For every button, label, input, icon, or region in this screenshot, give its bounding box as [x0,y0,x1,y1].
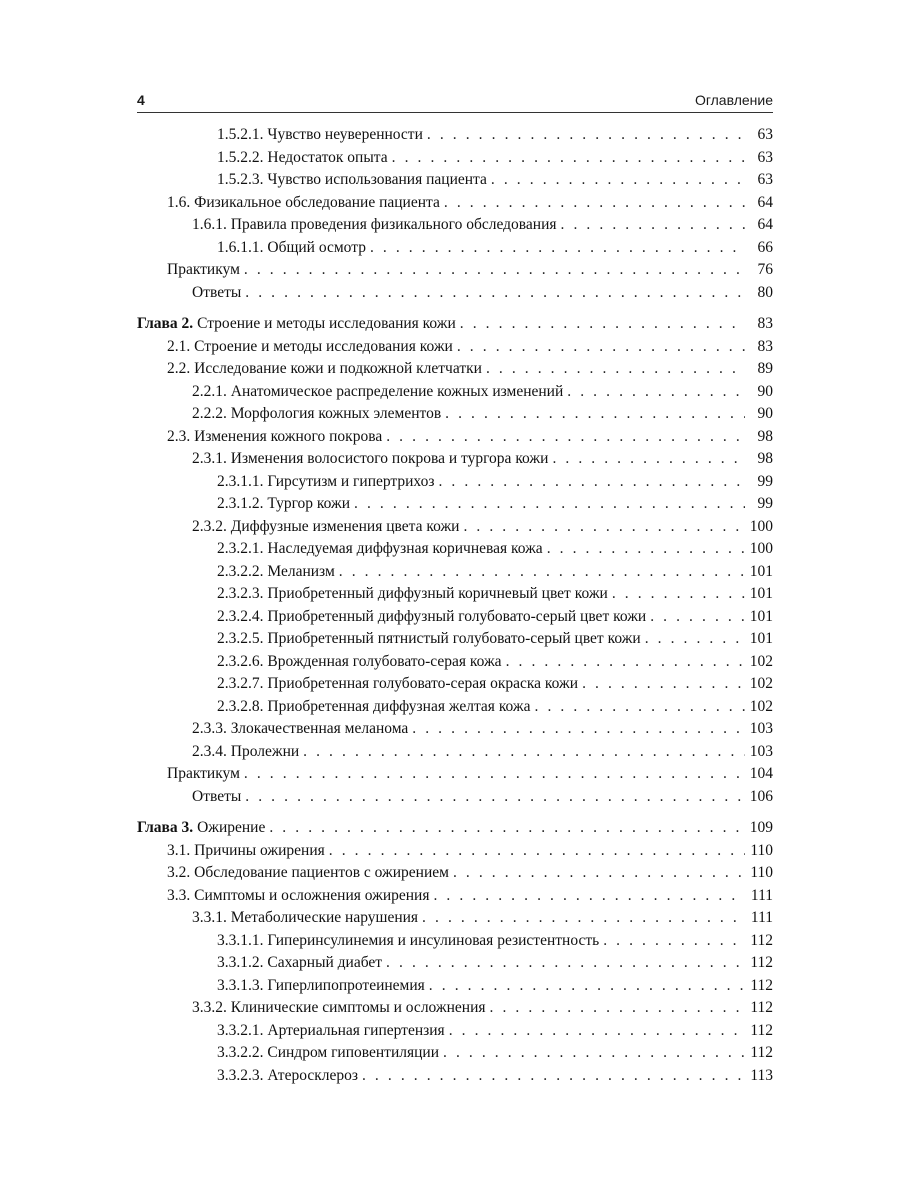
toc-entry-text: Чувство использования пациента [267,171,487,188]
toc-entry-text: Морфология кожных элементов [230,405,442,422]
toc-page-number: 100 [749,540,773,557]
toc-entry[interactable] [137,997,773,1020]
toc-entry-text: Изменения волосистого покрова и тургора кожи [230,450,549,467]
toc-entry-number: 2.3.2.4. [217,607,264,625]
toc-entry-number: 1.5.2.1. [217,126,264,143]
dot-leader [386,426,745,449]
toc-entry-text: Изменения кожного покрова [194,427,383,445]
toc-entry-text: Гиперинсулинемия и инсулиновая резистентность [267,931,600,949]
toc-entry[interactable] [137,403,773,426]
toc-page-number: 100 [749,517,773,535]
page-number: 4 [137,92,145,108]
toc-entry-text: Приобретенный пятнистый голубовато-серый цвет кожи [267,630,641,647]
toc-entry[interactable] [137,952,773,975]
toc-entry[interactable] [137,336,773,359]
toc-entry[interactable] [137,786,773,809]
toc-entry-number: 2.3.1.1. [217,472,264,490]
toc-entry[interactable] [137,237,773,260]
toc-entry-text: Врожденная голубовато-серая кожа [267,652,502,670]
toc-entry[interactable] [137,1065,773,1088]
toc-entry-title [217,538,543,561]
toc-entry-number: 1.6.1. [192,216,227,233]
toc-entry[interactable] [137,214,773,237]
toc-page-number: 99 [757,472,773,490]
dot-leader [245,786,745,809]
toc-page-number: 110 [750,841,773,859]
toc-entry-number: 2.3.4. [192,742,227,760]
dot-leader [244,763,745,786]
toc-entry-title [167,259,240,282]
toc-entry-text: Гирсутизм и гипертрихоз [267,472,435,490]
toc-entry-text: Приобретенная голубовато-серая окраска кожи [267,675,579,692]
toc-entry-number: 2.1. [167,337,191,355]
toc-entry-title [217,952,382,975]
toc-entry-number: 2.3.2.1. [217,540,264,557]
toc-entry-number: 3.2. [167,864,191,881]
toc-page-number: 102 [749,652,773,670]
toc-entry-number: 2.3.2.2. [217,562,264,580]
toc-entry-text: Ответы [192,283,242,301]
toc-entry[interactable] [137,628,773,651]
toc-entry[interactable] [137,169,773,192]
dot-leader [433,885,745,908]
toc-entry-number: 2.3.2.7. [217,675,264,692]
dot-leader [386,952,745,975]
toc-entry-number: 2.2.1. [192,382,227,400]
toc-page-number: 90 [757,382,773,400]
toc-chapter-entry[interactable] [137,313,773,336]
toc-entry-text: Диффузные изменения цвета кожи [230,517,460,535]
toc-page-number: 102 [749,675,773,692]
toc-entry-title [192,214,557,237]
toc-entry-title [137,817,265,840]
toc-entry-title [217,471,434,494]
toc-entry-text: Приобретенная диффузная желтая кожа [267,697,531,715]
toc-entry-title [217,124,423,147]
toc-entry-text: Синдром гиповентиляции [267,1044,439,1061]
dot-leader [422,907,745,930]
toc-entry-number: 3.3.2.2. [217,1044,264,1061]
toc-entry-number: Глава 2. [137,315,194,332]
toc-entry-title [167,192,440,215]
dot-leader [443,1042,745,1065]
toc-entry-title [192,907,418,930]
toc-entry-text: Недостаток опыта [267,148,388,166]
toc-page-number: 64 [757,193,773,211]
dot-leader [244,259,745,282]
toc-page-number: 109 [749,819,773,836]
toc-page-number: 76 [757,261,773,278]
toc-entry-title [192,741,299,764]
toc-entry-number: 2.2. [167,360,191,377]
toc-entry-title [217,169,487,192]
table-of-contents [137,124,773,1087]
toc-page-number: 89 [757,360,773,377]
toc-entry[interactable] [137,907,773,930]
toc-entry-number: 1.5.2.3. [217,171,264,188]
toc-entry[interactable] [137,606,773,629]
dot-leader [491,169,745,192]
toc-entry[interactable] [137,1020,773,1043]
toc-entry-number: 3.1. [167,841,191,859]
toc-entry-title [217,606,646,629]
toc-entry[interactable] [137,930,773,953]
toc-entry-number: 2.3.2.8. [217,697,264,715]
dot-leader [486,358,745,381]
toc-entry-title [192,516,459,539]
dot-leader [645,628,745,651]
dot-leader [445,403,745,426]
dot-leader [490,997,745,1020]
toc-entry-title [217,930,599,953]
toc-page-number: 101 [749,585,773,602]
toc-entry[interactable] [137,561,773,584]
toc-entry-text: Строение и методы исследования кожи [197,315,456,332]
toc-entry-number: 3.3.1. [192,909,227,926]
toc-entry-title [217,673,578,696]
toc-page-number: 104 [749,765,773,782]
toc-page-number: 103 [749,720,773,737]
toc-page-number: 64 [757,216,773,233]
toc-entry-text: Ответы [192,787,242,805]
toc-entry[interactable] [137,358,773,381]
toc-page-number: 99 [757,495,773,512]
toc-entry-number: 2.3.3. [192,720,227,737]
toc-entry-number: 1.6.1.1. [217,238,264,256]
toc-entry-text: Сахарный диабет [267,954,383,971]
dot-leader [362,1065,745,1088]
toc-entry-text: Клинические симптомы и осложнения [230,999,486,1016]
toc-entry-text: Артериальная гипертензия [267,1021,445,1039]
dot-leader [457,336,745,359]
toc-entry-text: Злокачественная меланома [230,720,409,737]
toc-page-number: 113 [750,1066,773,1084]
toc-entry-text: Чувство неуверенности [267,126,423,143]
toc-entry[interactable] [137,1042,773,1065]
toc-entry[interactable] [137,651,773,674]
toc-entry-title [217,1020,445,1043]
toc-entry-title [167,885,429,908]
dot-leader [460,313,745,336]
toc-entry[interactable] [137,763,773,786]
toc-page-number: 101 [749,630,773,647]
toc-entry-text: Гиперлипопротеинемия [267,976,425,994]
toc-entry-number: 2.3.2. [192,517,227,535]
toc-entry[interactable] [137,538,773,561]
toc-entry[interactable] [137,493,773,516]
toc-entry-text: Меланизм [267,562,335,580]
toc-entry-title [192,448,548,471]
dot-leader [339,561,745,584]
toc-page-number: 112 [750,1021,773,1039]
toc-entry[interactable] [137,696,773,719]
dot-leader [552,448,745,471]
toc-entry[interactable] [137,124,773,147]
toc-entry[interactable] [137,975,773,998]
dot-leader [463,516,745,539]
toc-page-number: 90 [757,405,773,422]
toc-entry-title [192,381,563,404]
chapter-gap [137,808,773,817]
dot-leader [650,606,745,629]
dot-leader [444,192,745,215]
toc-entry-text: Ожирение [197,819,266,836]
toc-page-number: 101 [749,607,773,625]
dot-leader [561,214,745,237]
toc-page-number: 98 [757,450,773,467]
toc-entry-title [192,718,408,741]
toc-entry-text: Исследование кожи и подкожной клетчатки [194,360,482,377]
toc-chapter-entry[interactable] [137,817,773,840]
toc-page-number: 102 [749,697,773,715]
toc-entry-title [217,237,366,260]
dot-leader [303,741,745,764]
toc-page-number: 80 [757,283,773,301]
toc-entry[interactable] [137,741,773,764]
toc-entry-number: 3.3.1.2. [217,954,264,971]
toc-entry-text: Практикум [167,765,240,782]
toc-entry-number: 2.3.2.6. [217,652,264,670]
toc-entry-title [192,282,241,305]
toc-entry[interactable] [137,862,773,885]
toc-entry[interactable] [137,673,773,696]
toc-page-number: 83 [757,315,773,332]
toc-page-number: 112 [750,931,773,949]
toc-entry-text: Анатомическое распределение кожных изменений [230,382,564,400]
chapter-gap [137,304,773,313]
toc-entry[interactable] [137,192,773,215]
toc-entry[interactable] [137,583,773,606]
running-head [137,92,773,112]
toc-entry-title [217,583,608,606]
toc-entry-text: Наследуемая диффузная коричневая кожа [267,540,543,557]
toc-entry-text: Атеросклероз [267,1066,358,1084]
toc-page-number: 63 [757,148,773,166]
toc-entry-title [217,561,335,584]
toc-entry-number: 2.3.1.2. [217,495,264,512]
toc-entry-number: 3.3.1.3. [217,976,264,994]
toc-page-number: 83 [757,337,773,355]
toc-entry-text: Приобретенный диффузный голубовато-серый цвет кожи [267,607,647,625]
toc-entry-title [167,426,382,449]
dot-leader [429,975,745,998]
toc-entry[interactable] [137,516,773,539]
toc-page-number: 112 [750,1044,773,1061]
toc-entry-text: Симптомы и осложнения ожирения [194,886,430,904]
toc-entry-number: 2.3.1. [192,450,227,467]
toc-page-number: 112 [750,954,773,971]
toc-entry[interactable] [137,426,773,449]
toc-page-number: 110 [750,864,773,881]
toc-entry-title [217,628,641,651]
toc-entry-title [217,1065,358,1088]
toc-page-number: 112 [750,976,773,994]
toc-entry-text: Приобретенный диффузный коричневый цвет кожи [267,585,608,602]
dot-leader [547,538,745,561]
toc-entry-text: Метаболические нарушения [230,909,419,926]
toc-entry[interactable] [137,885,773,908]
toc-entry-title [167,862,449,885]
toc-page-number: 111 [750,886,773,904]
toc-entry[interactable] [137,840,773,863]
toc-entry-number: 2.3. [167,427,191,445]
dot-leader [329,840,745,863]
dot-leader [269,817,745,840]
dot-leader [245,282,745,305]
toc-page-number: 103 [749,742,773,760]
toc-page-number: 98 [757,427,773,445]
toc-entry-number: 1.6. [167,193,191,211]
dot-leader [603,930,745,953]
toc-entry-title [167,840,325,863]
dot-leader [449,1020,745,1043]
toc-entry-text: Строение и методы исследования кожи [194,337,453,355]
toc-entry-title [192,403,441,426]
toc-entry-text: Тургор кожи [267,495,351,512]
dot-leader [506,651,745,674]
toc-entry-text: Правила проведения физикального обследования [230,216,557,233]
toc-entry-number: 3.3. [167,886,191,904]
toc-page-number: 63 [757,171,773,188]
dot-leader [453,862,745,885]
toc-page-number: 111 [750,909,773,926]
toc-entry[interactable] [137,471,773,494]
toc-entry-number: 3.3.2.1. [217,1021,264,1039]
dot-leader [354,493,745,516]
dot-leader [438,471,745,494]
toc-entry-title [217,1042,439,1065]
toc-entry-title [217,696,531,719]
toc-entry-title [217,975,425,998]
toc-entry[interactable] [137,448,773,471]
toc-page-number: 106 [749,787,773,805]
dot-leader [392,147,745,170]
toc-entry-number: 2.3.2.5. [217,630,264,647]
toc-entry[interactable] [137,282,773,305]
toc-entry-title [167,358,482,381]
dot-leader [535,696,745,719]
dot-leader [612,583,745,606]
toc-entry-title [167,336,453,359]
toc-page-number: 112 [750,999,773,1016]
dot-leader [567,381,745,404]
toc-page-number: 66 [757,238,773,256]
toc-entry-text: Обследование пациентов с ожирением [194,864,449,881]
toc-entry-title [192,997,486,1020]
toc-entry-title [167,763,240,786]
toc-entry-title [217,651,502,674]
dot-leader [582,673,745,696]
toc-page-number: 63 [757,126,773,143]
toc-entry[interactable] [137,259,773,282]
toc-page-number: 101 [749,562,773,580]
toc-entry-number: 1.5.2.2. [217,148,264,166]
dot-leader [370,237,745,260]
running-head-title: Оглавление [694,92,773,108]
toc-entry[interactable] [137,718,773,741]
toc-entry[interactable] [137,147,773,170]
toc-entry-title [217,493,350,516]
toc-entry[interactable] [137,381,773,404]
toc-entry-title [217,147,388,170]
dot-leader [427,124,745,147]
toc-entry-number: Глава 3. [137,819,194,836]
toc-entry-number: 3.3.2.3. [217,1066,264,1084]
toc-entry-text: Общий осмотр [267,238,366,256]
toc-entry-title [137,313,456,336]
header-rule [137,112,773,113]
toc-entry-number: 3.3.2. [192,999,227,1016]
toc-entry-number: 2.3.2.3. [217,585,264,602]
toc-entry-text: Причины ожирения [194,841,325,859]
dot-leader [412,718,745,741]
toc-entry-text: Пролежни [230,742,300,760]
toc-entry-number: 3.3.1.1. [217,931,264,949]
toc-entry-text: Практикум [167,261,240,278]
toc-entry-number: 2.2.2. [192,405,227,422]
toc-entry-title [192,786,241,809]
toc-entry-text: Физикальное обследование пациента [194,193,440,211]
